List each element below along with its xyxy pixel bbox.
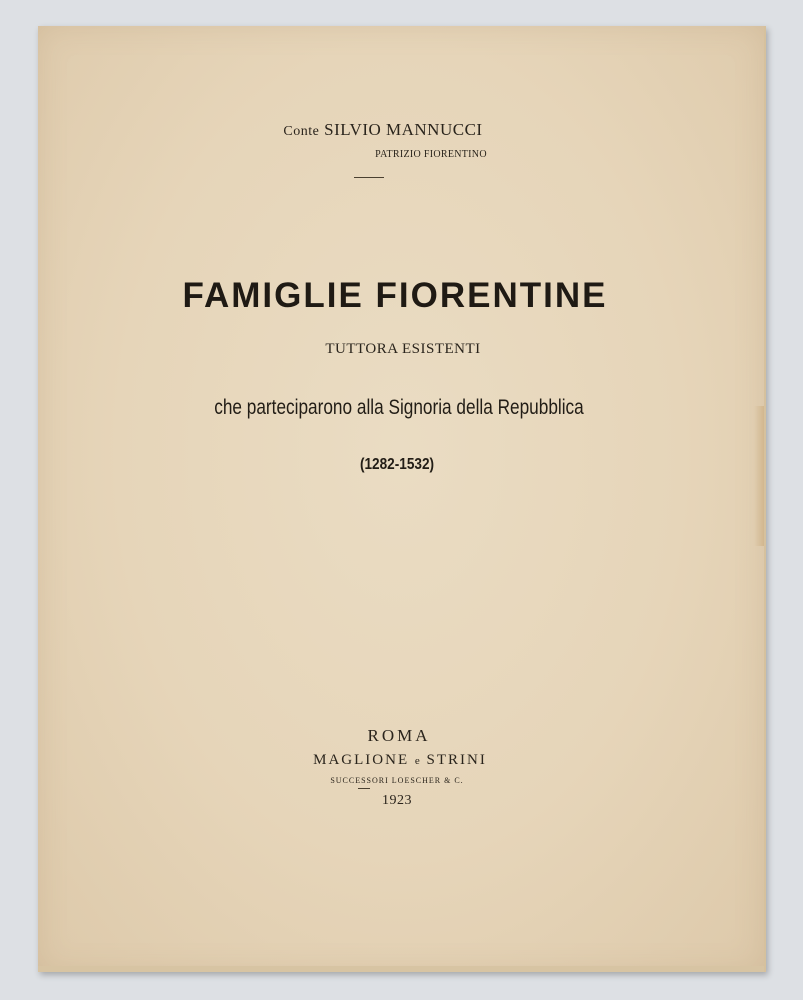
publisher-successors: SUCCESSORI LOESCHER & C. <box>330 776 464 785</box>
publisher-line <box>37 752 763 769</box>
book-subtitle-line2: che parteciparono alla Signoria della Repubblica <box>214 396 584 419</box>
publication-year: 1923 <box>382 793 412 808</box>
publisher-conjunction: e <box>414 755 421 767</box>
author-title: Conte <box>283 124 320 139</box>
divider-rule-small <box>358 788 370 789</box>
book-dates: (1282-1532) <box>359 456 435 473</box>
book-subtitle: TUTTORA ESISTENTI <box>325 341 481 357</box>
author-name: SILVIO MANNUCCI <box>324 120 483 139</box>
author-line <box>20 120 746 140</box>
publisher-name-2: STRINI <box>426 752 487 768</box>
page-edge-stain <box>754 406 764 546</box>
author-subtitle: PATRIZIO FIORENTINO <box>375 149 487 160</box>
publisher-name-1: MAGLIONE <box>313 752 410 768</box>
book-cover <box>38 26 766 972</box>
publication-city: ROMA <box>367 726 431 745</box>
divider-rule <box>354 177 384 178</box>
book-title: FAMIGLIE FIORENTINE <box>182 276 608 315</box>
